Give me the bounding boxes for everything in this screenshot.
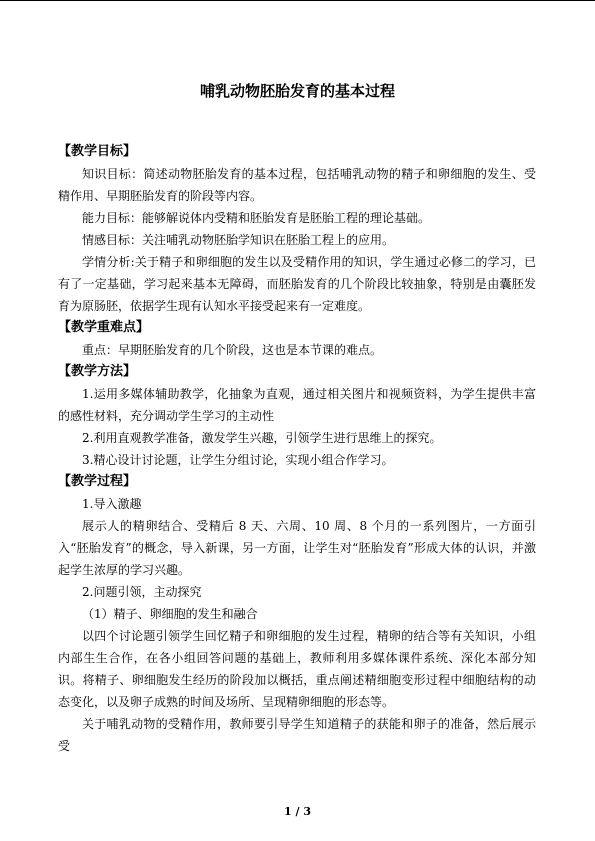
document-title: 哺乳动物胚胎发育的基本过程 [199,82,395,100]
section-teaching-methods [58,361,536,471]
paragraph: 2.利用直观教学准备，激发学生兴趣，引领学生进行思维上的探究。 [82,431,442,445]
paragraph: 3.精心设计讨论题，让学生分组讨论，实现小组合作学习。 [82,453,394,467]
paragraph: 知识目标：简述动物胚胎发育的基本过程，包括哺乳动物的精子和卵细胞的发生、受精作用、早期胚胎发育的阶段等内容。 [58,167,536,203]
document-body [58,141,536,757]
paragraph: 学情分析:关于精子和卵细胞的发生以及受精作用的知识，学生通过必修二的学习，已有了一定基础，学习起来基本无障碍，而胚胎发育的几个阶段比较抽象，特别是由囊胚发育为原肠胚，依据学生现有认知水平接受起来有一定难度。 [58,255,536,313]
paragraph: 以四个讨论题引领学生回忆精子和卵细胞的发生过程，精卵的结合等有关知识，小组内部生生合作，在各小组回答问题的基础上，教师利用多媒体课件系统、深化本部分知识。将精子、卵细胞发生经历的阶段加以概括，重点阐述精细胞变形过程中细胞结构的动态变化，以及卵子成熟的时间及场所、呈现精卵细胞的形态等。 [58,629,536,709]
paragraph: 1.导入激趣 [82,497,142,511]
section-heading: 【教学重难点】 [58,320,150,335]
section-heading: 【教学过程】 [58,474,137,489]
page-number: 1 / 3 [284,805,311,818]
paragraph: 展示人的精卵结合、受精后 8 天、六周、10 周、8 个月的一系列图片，一方面引入“胚胎发育”的概念，导入新课，另一方面，让学生对“胚胎发育”形成大体的认识，并激起学生浓厚的学习兴趣。 [58,519,536,577]
paragraph: 1.运用多媒体辅助教学，化抽象为直观，通过相关图片和视频资料，为学生提供丰富的感性材料，充分调动学生学习的主动性 [58,387,536,423]
section-teaching-process [58,471,536,757]
section-teaching-goals [58,141,536,317]
section-heading: 【教学目标】 [58,144,137,159]
section-key-points [58,317,536,361]
paragraph: 能力目标：能够解说体内受精和胚胎发育是胚胎工程的理论基础。 [82,211,431,225]
section-heading: 【教学方法】 [58,364,137,379]
paragraph: 重点：早期胚胎发育的几个阶段，这也是本节课的难点。 [82,343,383,357]
paragraph: 2.问题引领，主动探究 [82,585,202,599]
page-top-rule [0,0,595,1]
paragraph: （1）精子、卵细胞的发生和融合 [82,607,258,621]
paragraph: 情感目标：关注哺乳动物胚胎学知识在胚胎工程上的应用。 [82,233,395,247]
paragraph: 关于哺乳动物的受精作用，教师要引导学生知道精子的获能和卵子的准备，然后展示受 [58,717,536,753]
